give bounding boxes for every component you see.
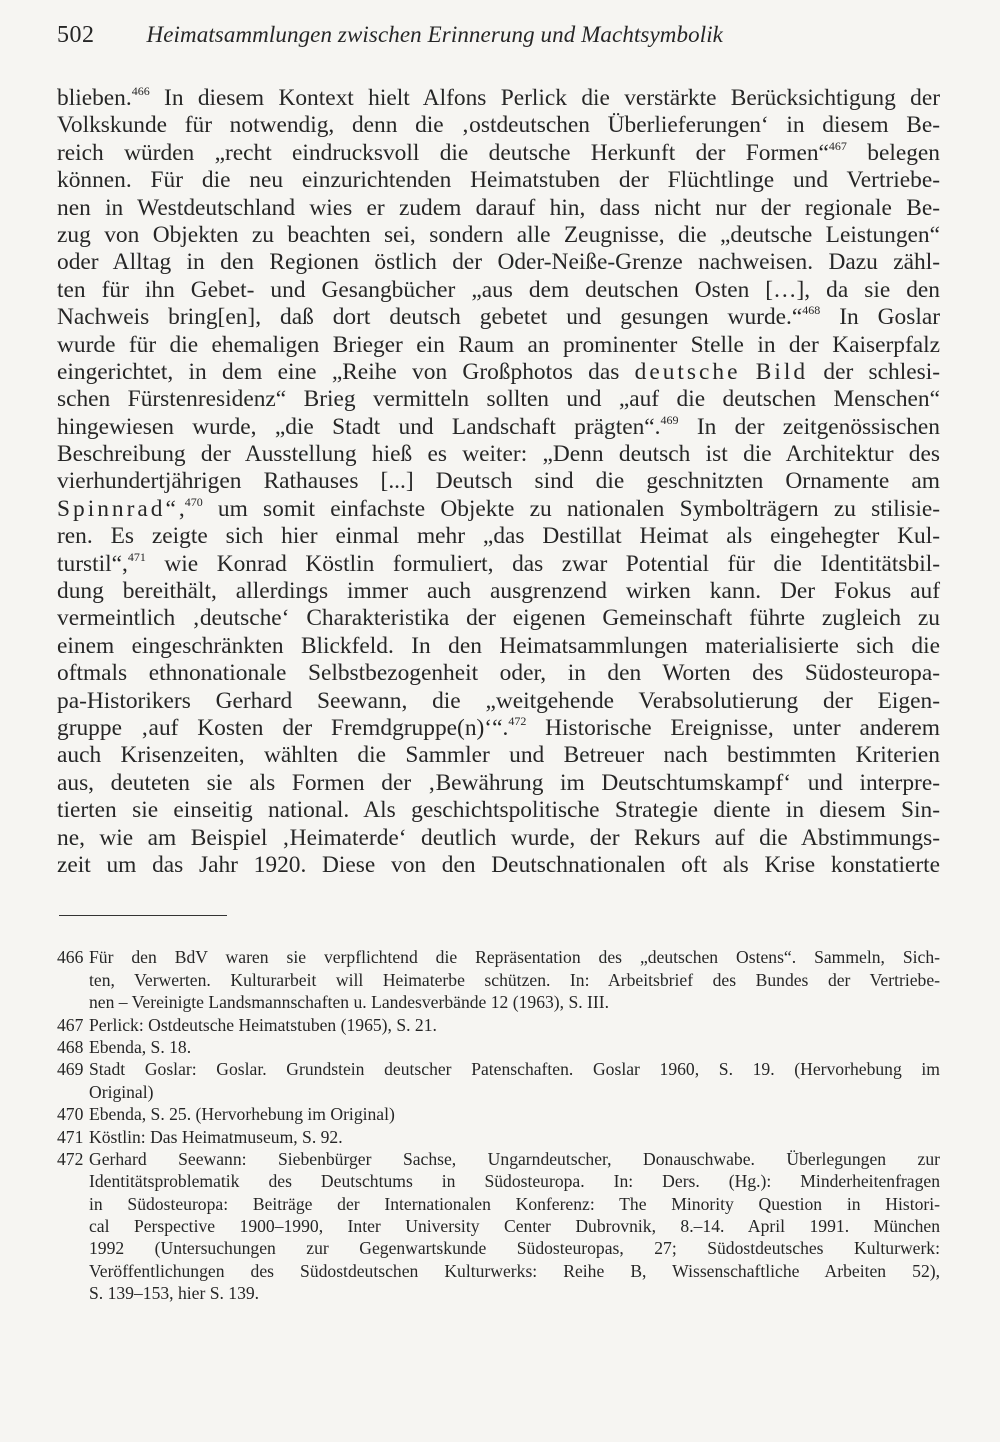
footnote (57, 1014, 940, 1036)
body-line: zug von Objekten zu beachten sei, sondern alle Zeugnisse, die „deutsche Leistungen“ (57, 221, 940, 248)
footnote-ref[interactable]: 471 (127, 549, 146, 564)
body-line: können. Für die neu einzurichtenden Heimatstuben der Flüchtlinge und Vertriebe- (57, 167, 940, 194)
body-line: ten für ihn Gebet- und Gesangbücher „aus dem deutschen Osten […], da sie den (57, 276, 940, 303)
body-line: wurde für die ehemaligen Brieger ein Raum an prominenter Stelle in der Kaiserpfalz (57, 331, 940, 358)
body-line: oftmals ethnonationale Selbstbezogenheit oder, in den Worten des Südosteuropa- (57, 660, 940, 687)
footnote-line: Ebenda, S. 25. (Hervorhebung im Original) (89, 1104, 395, 1125)
page-header (57, 22, 940, 72)
body-line: einem eingeschränkten Blickfeld. In den Heimatsammlungen materialisierte sich die (57, 632, 940, 659)
body-line: gruppe ‚auf Kosten der Fremdgruppe(n)‘“.$^{472}$ Historische Ereignisse, unter anderem (57, 713, 940, 741)
body-line: dung bereithält, allerdings immer auch ausgrenzend wirken kann. Der Fokus auf (57, 578, 940, 605)
footnote-divider (59, 915, 227, 916)
footnote (57, 1058, 940, 1103)
body-line: aus, deuteten sie als Formen der ‚Bewährung im Deutschtumskampf‘ und interpre- (57, 769, 940, 796)
running-title: Heimatsammlungen zwischen Erinnerung und Machtsymbolik (146, 22, 723, 47)
body-line: auch Krisenzeiten, wählten die Sammler und Betreuer nach bestimmten Kriterien (57, 742, 940, 769)
footnote-number: 468 (57, 1036, 84, 1057)
footnote-ref[interactable]: 468 (802, 302, 821, 317)
body-line: pa-Historikers Gerhard Seewann, die „weitgehende Verabsolutierung der Eigen- (57, 687, 940, 714)
footnote (57, 1148, 940, 1305)
body-line: Nachweis bring[en], daß dort deutsch gebetet und gesungen wurde.“$^{468}$ In Goslar (57, 302, 940, 331)
footnote-line: cal Perspective 1900–1990, Inter University Center Dubrovnik, 8.–14. April 1991. München (89, 1216, 940, 1237)
footnote-line: Stadt Goslar: Goslar. Grundstein deutscher Patenschaften. Goslar 1960, S. 19. (Hervorhebung im (89, 1059, 940, 1080)
page-number: 502 (57, 22, 95, 48)
body-line: vierhundertjährigen Rathauses [...] Deutsch sind die geschnitzten Ornamente am (57, 468, 940, 495)
body-line: Volkskunde für notwendig, denn die ‚ostdeutschen Überlieferungen‘ in diesem Be- (57, 112, 940, 139)
footnote-text (89, 1103, 940, 1125)
footnote-number: 472 (57, 1148, 84, 1169)
footnote (57, 1126, 940, 1148)
footnote-line: 1992 (Untersuchungen zur Gegenwartskunde Südosteuropas, 27; Südostdeutsches Kulturwerk: (89, 1238, 940, 1259)
footnote-line: Original) (89, 1081, 154, 1102)
emphasis-spaced: Spinnrad“ (57, 495, 179, 522)
body-line: hingewiesen wurde, „die Stadt und Landschaft prägten“.$^{469}$ In der zeitgenössischen (57, 412, 940, 440)
body-line: turstil“,$^{471}$ wie Konrad Köstlin formuliert, das zwar Potential für die Identitätsbil- (57, 549, 940, 577)
body-line: blieben.$^{466}$ In diesem Kontext hielt Alfons Perlick die verstärkte Berücksichtigung der (57, 83, 940, 111)
footnote-number: 470 (57, 1104, 84, 1125)
footnote-ref[interactable]: 466 (131, 83, 150, 98)
body-line: reich würden „recht eindrucksvoll die deutsche Herkunft der Formen“$^{467}$ belegen (57, 138, 940, 166)
footnote-line: S. 139–153, hier S. 139. (89, 1283, 260, 1304)
footnote (57, 1036, 940, 1058)
body-line: oder Alltag in den Regionen östlich der Oder-Neiße-Grenze nachweisen. Dazu zähl- (57, 249, 940, 276)
body-line: zeit um das Jahr 1920. Diese von den Deutschnationalen oft als Krise konstatierte (57, 851, 940, 878)
footnote-ref[interactable]: 472 (508, 713, 527, 728)
footnote (57, 1103, 940, 1125)
body-line: Spinnrad“,$^{470}$ um somit einfachste Objekte zu nationalen Symbolträgern zu stilisie- (57, 494, 940, 522)
emphasis-spaced: Bild (755, 358, 809, 385)
footnote-line: Köstlin: Das Heimatmuseum, S. 92. (89, 1126, 343, 1147)
body-line: Beschreibung der Ausstellung hieß es weiter: „Denn deutsch ist die Architektur des (57, 441, 940, 468)
body-line: eingerichtet, in dem eine „Reihe von Großphotos das deutsche Bild der schlesi- (57, 358, 940, 385)
footnote-number: 471 (57, 1126, 84, 1147)
body-line: ren. Es zeigte sich hier einmal mehr „das Destillat Heimat als eingehegter Kul- (57, 523, 940, 550)
body-line: nen in Westdeutschland wies er zudem darauf hin, dass nicht nur der regionale Be- (57, 194, 940, 221)
footnote-line: Veröffentlichungen des Südostdeutschen Kulturwerks: Reihe B, Wissenschaftliche Arbeiten 52), (89, 1260, 940, 1281)
body-text (57, 85, 940, 879)
body-line: vermeintlich ‚deutsche‘ Charakteristika der eigenen Gemeinschaft führte zugleich zu (57, 605, 940, 632)
footnotes (57, 946, 940, 1304)
footnote-line: in Südosteuropa: Beiträge der Internationalen Konferenz: The Minority Question in Histori- (89, 1193, 940, 1214)
footnote-number: 467 (57, 1014, 84, 1035)
footnote-line: Perlick: Ostdeutsche Heimatstuben (1965), S. 21. (89, 1014, 437, 1035)
body-line: tierten sie einseitig national. Als geschichtspolitische Strategie diente in diesem Sin- (57, 797, 940, 824)
book-page (57, 22, 940, 1305)
body-line: schen Fürstenresidenz“ Brieg vermitteln sollten und „auf die deutschen Menschen“ (57, 386, 940, 413)
footnote-number: 469 (57, 1059, 84, 1080)
footnote-text (89, 946, 940, 1013)
footnote-ref[interactable]: 467 (828, 138, 847, 153)
body-line: ne, wie am Beispiel ‚Heimaterde‘ deutlich wurde, der Rekurs auf die Abstimmungs- (57, 824, 940, 851)
footnote-line: Identitätsproblematik des Deutschtums in Südosteuropa. In: Ders. (Hg.): Minderheitenfragen (89, 1171, 940, 1192)
footnote-ref[interactable]: 469 (660, 412, 679, 427)
emphasis-spaced: deutsche (634, 358, 741, 385)
footnote-line: ten, Verwerten. Kulturarbeit will Heimaterbe schützen. In: Arbeitsbrief des Bundes der Vertriebe- (89, 969, 940, 990)
footnote-ref[interactable]: 470 (184, 494, 203, 509)
footnote (57, 946, 940, 1013)
footnote-number: 466 (57, 947, 84, 968)
footnote-line: nen – Vereinigte Landsmannschaften u. Landesverbände 12 (1963), S. III. (89, 992, 609, 1013)
footnote-text (89, 1014, 940, 1036)
footnote-text (89, 1126, 940, 1148)
footnote-line: Ebenda, S. 18. (89, 1036, 192, 1057)
footnote-text (89, 1058, 940, 1103)
footnote-text (89, 1148, 940, 1305)
footnote-text (89, 1036, 940, 1058)
footnote-line: Gerhard Seewann: Siebenbürger Sachse, Ungarndeutscher, Donauschwabe. Überlegungen zur (89, 1148, 940, 1169)
footnote-line: Für den BdV waren sie verpflichtend die Repräsentation des „deutschen Ostens“. Sammeln, Sich- (89, 947, 940, 968)
